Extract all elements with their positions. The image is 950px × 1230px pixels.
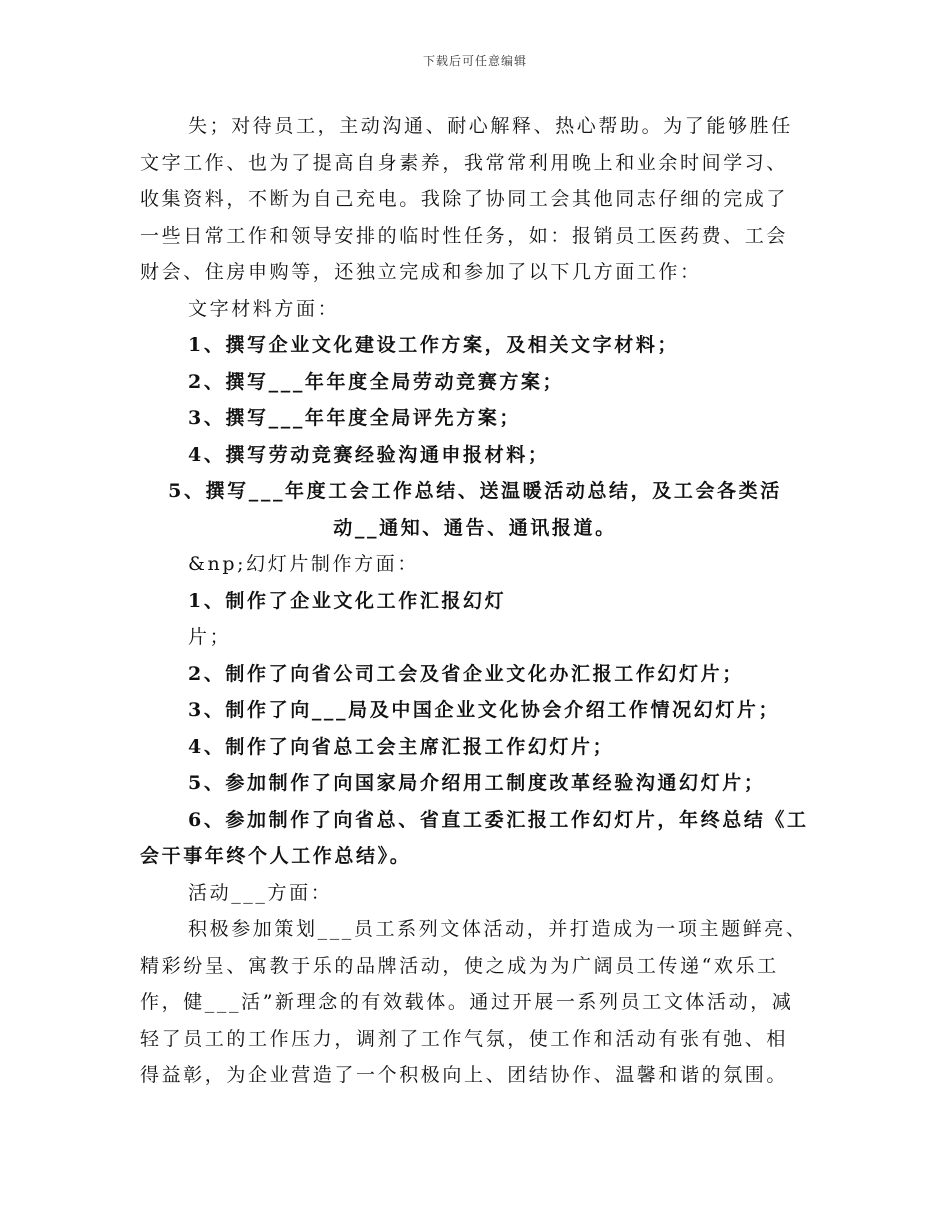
list-item-continuation: 动__通知、通告、通讯报道。 xyxy=(333,516,617,539)
list-item: 2、撰写___年年度全局劳动竞赛方案； xyxy=(188,370,565,393)
list-item-continuation: 片； xyxy=(188,626,232,648)
body-line: 积极参加策划___员工系列文体活动，并打造成为一项主题鲜亮、 xyxy=(188,918,808,940)
body-line: 得益彰，为企业营造了一个积极向上、团结协作、温馨和谐的氛围。 xyxy=(140,1064,789,1086)
body-line: 作，健___活”新理念的有效载体。通过开展一系列员工文体活动，减 xyxy=(140,991,794,1013)
section-heading-activities: 活动___方面： xyxy=(188,881,333,904)
body-line: 失；对待员工，主动沟通、耐心解释、热心帮助。为了能够胜任 xyxy=(188,115,793,137)
list-item: 2、制作了向省公司工会及省企业文化办汇报工作幻灯片； xyxy=(188,662,744,685)
list-item: 6、参加制作了向省总、省直工委汇报工作幻灯片，年终总结《工 xyxy=(188,808,809,831)
list-item: 4、撰写劳动竞赛经验沟通申报材料； xyxy=(188,443,550,466)
body-line: 精彩纷呈、寓教于乐的品牌活动，使之成为为广阔员工传递“欢乐工 xyxy=(140,954,779,977)
list-item: 3、撰写___年年度全局评先方案； xyxy=(188,407,521,429)
body-line: 文字工作、也为了提高自身素养，我常常利用晚上和业余时间学习、 xyxy=(140,151,789,174)
body-line: 轻了员工的工作压力，调剂了工作气氛，使工作和活动有张有弛、相 xyxy=(140,1027,789,1050)
list-item: 1、撰写企业文化建设工作方案，及相关文字材料； xyxy=(188,334,680,356)
document-body xyxy=(140,108,810,1094)
list-item: 3、制作了向___局及中国企业文化协会介绍工作情况幻灯片； xyxy=(188,699,781,721)
body-line: 财会、住房申购等，还独立完成和参加了以下几方面工作： xyxy=(140,261,702,283)
list-item: 4、制作了向省总工会主席汇报工作幻灯片； xyxy=(188,735,615,758)
page-header: 下载后可任意编辑 xyxy=(422,54,527,68)
section-heading-text-materials: 文字材料方面： xyxy=(188,297,340,320)
list-item: 5、参加制作了向国家局介绍用工制度改革经验沟通幻灯片； xyxy=(188,772,766,794)
list-item: 1、制作了企业文化工作汇报幻灯 xyxy=(188,589,507,612)
list-item: 5、撰写___年度工会工作总结、送温暖活动总结，及工会各类活 xyxy=(168,480,782,502)
list-item-continuation: 会干事年终个人工作总结》。 xyxy=(140,845,412,867)
body-line: 收集资料，不断为自己充电。我除了协同工会其他同志仔细的完成了 xyxy=(140,188,789,210)
section-heading-slides: &np;幻灯片制作方面： xyxy=(188,553,419,575)
body-line: 一些日常工作和领导安排的临时性任务，如：报销员工医药费、工会 xyxy=(140,224,789,247)
